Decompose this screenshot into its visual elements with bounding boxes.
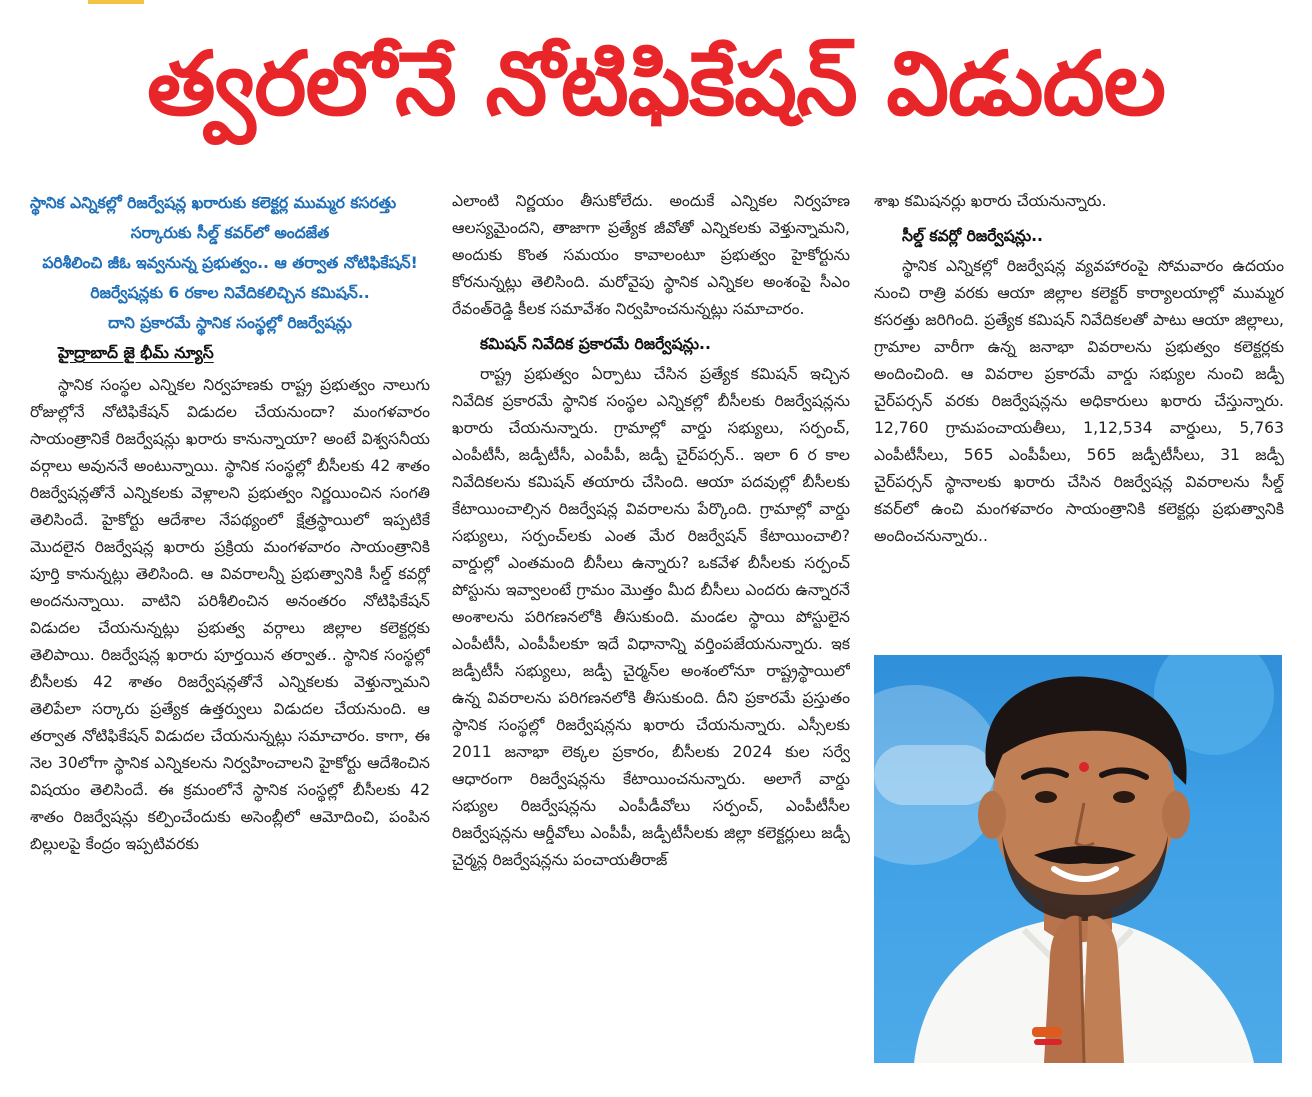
deck-line-3: పరిశీలించి జీఓ ఇవ్వనున్న ప్రభుత్వం.. ఆ తర్వాత నోటిఫికేషన్! — [42, 254, 418, 272]
subheading-sealed-cover: సీల్డ్ కవర్లో రిజర్వేషన్లు.. — [902, 227, 1043, 245]
person-greeting-photo — [874, 655, 1282, 1063]
body-paragraph-col3-b: స్థానిక ఎన్నికల్లో రిజర్వేషన్ల వ్యవహారంపై సోమవారం ఉదయం నుంచి రాత్రి వరకు ఆయా జిల్లాల కలెక్టర్ కార్యాలయాల్లో ముమ్మర కసరత్తు జరిగింది. ప్రత్యేక కమిషన్ నివేదికలతో పాటు ఆయా జిల్లాలు, గ్రామాల వారీగా ఉన్న జనాభా వివరాలను ప్రభుత్వం కలెక్టర్లకు అందించింది. ఆ వివరాల ప్రకారమే వార్డు సభ్యుల నుంచి జడ్పీ చైర్‌పర్సన్ వరకు రిజర్వేషన్లను అధికారులు ఖరారు చేస్తున్నారు. 12,760 గ్రామపంచాయతీలు, 1,12,534 వార్డులు, 5,763 ఎంపీటీసీలు, 565 ఎంపీపీలు, 565 జడ్పీటీసీలు, 31 జడ్పీ చైర్‌పర్సన్ స్థానాలకు ఖరారు చేసిన రిజర్వేషన్ల వివరాలను సీల్డ్ కవర్‌లో ఉంచి మంగళవారం సాయంత్రానికి కలెక్టర్లు ప్రభుత్వానికి అందించనున్నారు.. — [874, 257, 1284, 545]
body-paragraph-col2-b: రాష్ట్ర ప్రభుత్వం ఏర్పాటు చేసిన ప్రత్యేక కమిషన్ ఇచ్చిన నివేదిక ప్రకారమే స్థానిక సంస్థల ఎన్నికల్లో బీసీలకు రిజర్వేషన్లను ఖరారు చేయనున్నారు. గ్రామాల్లో వార్డు సభ్యులు, సర్పంచ్, ఎంపీటీసీ, జడ్పీటీసీ, ఎంపీపీ, జడ్పీ చైర్‌పర్సన్.. ఇలా 6 ర కాల నివేదికలను కమిషన్ తయారు చేసింది. ఆయా పదవుల్లో బీసీలకు కేటాయించాల్సిన రిజర్వేషన్ల వివరాలను పేర్కొంది. గ్రామాల్లో వార్డు సభ్యులు, సర్పంచ్‌లకు ఎంత మేర రిజర్వేషన్ కేటాయించాలి? వార్డుల్లో ఎంతమంది బీసీలు ఉన్నారు? ఒకవేళ బీసీలకు సర్పంచ్ పోస్టును ఇవ్వాలంటే గ్రామం మొత్తం మీద బీసీలు ఎందరు ఉన్నారనే అంశాలను పరిగణనలోకి తీసుకుంది. మండల స్థాయి పోస్టులైన ఎంపీటీసీ, ఎంపీపీలకూ ఇదే విధానాన్ని వర్తింపజేయనున్నారు. ఇక జడ్పీటీసీ సభ్యులు, జడ్పీ చైర్మన్‌ల అంశంలోనూ రాష్ట్రస్థాయిలో ఉన్న వివరాలను పరిగణనలోకి తీసుకుంది. దీని ప్రకారమే ప్రస్తుతం స్థానిక సంస్థల్లో రిజర్వేషన్లను ఖరారు చేయనున్నారు. ఎస్సీలకు 2011 జనాభా లెక్కల ప్రకారం, బీసీలకు 2024 కుల సర్వే ఆధారంగా రిజర్వేషన్లను కేటాయించనున్నారు. అలాగే వార్డు సభ్యుల రిజర్వేషన్లను ఎంపీడీవోలు సర్పంచ్, ఎంపీటీసీల రిజర్వేషన్లను ఆర్డీవోలు ఎంపీపీ, జడ్పీటీసీలకు జిల్లా కలెక్టర్లులు జడ్పీ చైర్మన్ల రిజర్వేషన్లను పంచాయతీరాజ్ — [452, 365, 850, 869]
deck-line-1: స్థానిక ఎన్నికల్లో రిజర్వేషన్ల ఖరారుకు కలెక్టర్ల ముమ్మర కసరత్తు — [30, 194, 397, 212]
person-greeting-illustration — [874, 655, 1282, 1063]
top-accent-bar — [88, 0, 144, 4]
article-column-1 — [30, 188, 430, 1088]
body-paragraph-col3-a: శాఖ కమిషనర్లు ఖరారు చేయనున్నారు. — [874, 192, 1107, 210]
article-deck — [30, 188, 430, 338]
byline: హైద్రాబాద్ జై భీమ్ న్యూస్ — [58, 344, 214, 362]
body-paragraph-col1: స్థానిక సంస్థల ఎన్నికల నిర్వహణకు రాష్ట్ర ప్రభుత్వం నాలుగు రోజుల్లోనే నోటిఫికేషన్ విడుదల చేయనుందా? మంగళవారం సాయంత్రానికే రిజర్వేషన్లు ఖరారు కానున్నాయా? అంటే విశ్వసనీయ వర్గాలు అవుననే అంటున్నాయి. స్థానిక సంస్థల్లో బీసీలకు 42 శాతం రిజర్వేషన్లతోనే ఎన్నికలకు వెళ్లాలని ప్రభుత్వం నిర్ణయించిన సంగతి తెలిసిందే. హైకోర్టు ఆదేశాల నేపథ్యంలో క్షేత్రస్థాయిలో ఇప్పటికే మొదలైన రిజర్వేషన్ల ఖరారు ప్రక్రియ మంగళవారం సాయంత్రానికి పూర్తి కానున్నట్లు తెలిసింది. ఆ వివరాలన్నీ ప్రభుత్వానికి సీల్డ్ కవర్లో అందనున్నాయి. వాటిని పరిశీలించిన అనంతరం నోటిఫికేషన్ విడుదల చేయనున్నట్లు ప్రభుత్వ వర్గాలు జిల్లాల కలెక్టర్లకు తెలిపాయి. రిజర్వేషన్ల ఖరారు పూర్తయిన తర్వాత.. స్థానిక సంస్థల్లో బీసీలకు 42 శాతం రిజర్వేషన్లతోనే ఎన్నికలకు వెళ్తున్నామని తెలిపేలా సర్కారు ప్రత్యేక ఉత్తర్వులు విడుదల చేయనుంది. ఆ తర్వాత నోటిఫికేషన్ విడుదల చేయనున్నట్లు సమాచారం. కాగా, ఈ నెల 30లోగా స్థానిక ఎన్నికలను నిర్వహించాలని హైకోర్టు ఆదేశించిన విషయం తెలిసిందే. ఈ క్రమంలోనే స్థానిక సంస్థల్లో బీసీలకు 42 శాతం రిజర్వేషన్లు కల్పించేందుకు అసెంబ్లీలో ఆమోదించి, పంపిన బిల్లులపై కేంద్రం ఇప్పటివరకు — [30, 376, 430, 853]
article-column-2 — [452, 188, 850, 1088]
subheading-commission-report: కమిషన్ నివేదిక ప్రకారమే రిజర్వేషన్లు.. — [480, 335, 711, 353]
deck-line-5: దాని ప్రకారమే స్థానిక సంస్థల్లో రిజర్వేషన్లు — [108, 314, 352, 332]
article-column-3 — [874, 188, 1284, 648]
headline: త్వరలోనే నోటిఫికేషన్ విడుదల — [146, 32, 1166, 135]
body-paragraph-col2-a: ఎలాంటి నిర్ణయం తీసుకోలేదు. అందుకే ఎన్నికల నిర్వహణ ఆలస్యమైందని, తాజాగా ప్రత్యేక జీవోతో ఎన్నికలకు వెళ్తున్నామని, అందుకు కొంత సమయం కావాలంటూ ప్రభుత్వం హైకోర్టును కోరనున్నట్లు తెలిసింది. మరోవైపు స్థానిక ఎన్నికల అంశంపై సీఎం రేవంత్‌రెడ్డి కీలక సమావేశం నిర్వహించనున్నట్లు సమాచారం. — [452, 192, 850, 318]
deck-line-2: సర్కారుకు సీల్డ్ కవర్‌లో అందజేత — [130, 224, 330, 242]
deck-line-4: రిజర్వేషన్లకు 6 రకాల నివేదికలిచ్చిన కమిషన్.. — [90, 284, 370, 302]
